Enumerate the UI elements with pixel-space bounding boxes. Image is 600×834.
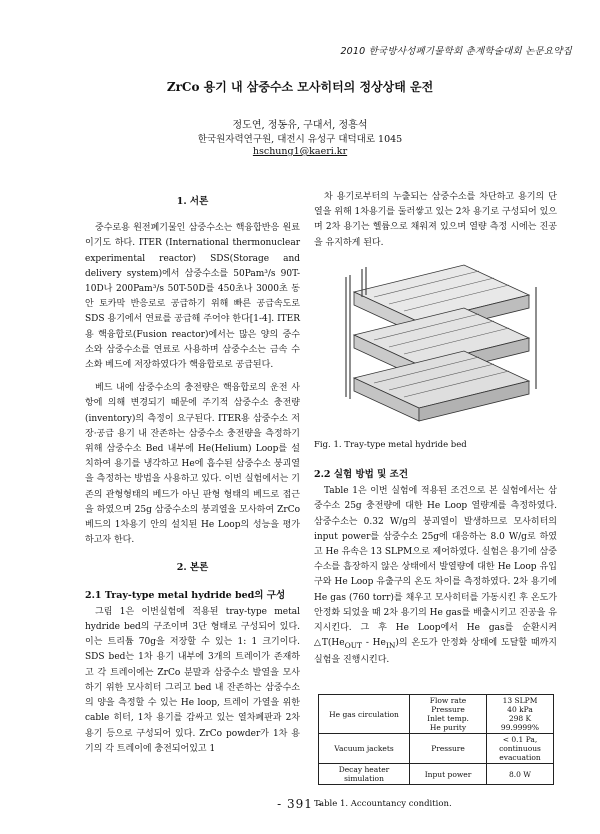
page-number: - 391 - — [277, 797, 323, 811]
table-row — [319, 695, 554, 734]
affiliation: 한국원자력연구원, 대전시 유성구 대덕대로 1045 — [197, 134, 403, 145]
table-cell: Decay heater simulation — [319, 764, 410, 785]
tray-bottom — [354, 351, 529, 421]
right-column — [314, 190, 557, 813]
table-cell: 8.0 W — [487, 764, 554, 785]
body-paragraph-1: 그림 1은 이번실험에 적용된 tray-type metal hydride bed의 구조이며 3단 형태로 구성되어 있다. 이는 트리튬 70g을 저장할 수 있는 1: 1 크기이다. SDS bed는 1차 용기 내부에 3개의 트레이가 존재하고 각 트레이에는 ZrCo 분말과 삼중수소 발열을 모사하기 위한 모사히터 그리고 bed 내 잔존하는 삼중수소의 양을 측정할 수 있는 He loop, 트레이 가열을 위한 cable 히터, 1차 용기를 감싸고 있는 열차폐판과 2차 용기 등으로 구성되어 있다. ZrCo powder가 1차 용기의 각 트레이에 충전되어있고 1 — [85, 606, 300, 754]
table-row — [319, 764, 554, 785]
table-row — [319, 734, 554, 764]
subsection-heading-2-2: 2.2 실험 방법 및 조건 — [314, 469, 408, 481]
table-cell: Flow rate Pressure Inlet temp. He purity — [410, 695, 487, 734]
table-cell: Pressure — [410, 734, 487, 764]
contact-email[interactable]: hschung1@kaeri.kr — [252, 146, 348, 157]
accountancy-table — [318, 694, 554, 785]
table-cell: Input power — [410, 764, 487, 785]
figure-caption: Fig. 1. Tray-type metal hydride bed — [314, 439, 467, 450]
tray-bed-diagram — [314, 257, 557, 432]
section-heading-intro: 1. 서론 — [176, 196, 209, 207]
tray-bed-figure — [314, 257, 557, 432]
body-paragraph-cont: 차 용기로부터의 누출되는 삼중수소를 차단하고 용기의 단열을 위해 1차용기를 둘러쌓고 있는 2차 용기로 구성되어 있으며 2차 용기는 헬륨으로 채워져 있으며 열량 측정 시에는 진공을 유지하게 된다. — [314, 192, 557, 248]
table-cell: Vacuum jackets — [319, 734, 410, 764]
author-list: 정도연, 정동유, 구대서, 정흥석 — [232, 120, 368, 131]
method-paragraph: Table 1은 이번 실험에 적용된 조건으로 본 실험에서는 삼중수소 25g 충전량에 대한 He Loop 열량계를 측정하였다. 삼중수소는 0.32 W/g의 붕괴열이 발생하므로 모사히터의 input power를 삼중수소 25g에 대응하는 8.0 W/g로 하였고 He 유속은 13 SLPM으로 제어하였다. 실험은 용기에 삼중수소를 흡장하지 않은 상태에서 발열량에 대한 He Loop 유입구와 He Loop 유출구의 온도 차이를 측정하였다. 2차 용기에 He gas (760 torr)를 채우고 모사히터를 가동시킨 후 온도가 안정화 되었을 때 2차 용기의 He gas를 배출시키고 진공을 유지시킨다. 그 후 He Loop에서 He gas를 순환시켜 $\triangle T(He_{OUT} - He_{IN})$의 온도가 안정화 상태에 도달할 때까지 실험을 진행시킨다. — [314, 486, 557, 666]
intro-paragraph-1: 중수로용 원전폐기물인 삼중수소는 핵융합반응 원료이기도 하다. ITER (International thermonuclear experimental reactor) SDS(Storage and delivery system)에서 삼중수소를 50Pam³/s 90T-10D나 200Pam³/s 50T-50D를 450초나 3000초 동안 토카막 반응로로 공급하기 위해 빠른 공급속도로 SDS 용기에서 연료를 공급해 주어야 한다[1-4]. ITER용 핵융합로(Fusion reactor)에서는 많은 양의 중수소와 삼중수소를 연료로 사용하며 삼중수소는 금속 수소화 베드에 저장하였다가 핵융합로로 공급된다. — [85, 223, 300, 371]
table-caption: Table 1. Accountancy condition. — [314, 799, 452, 810]
table-cell: He gas circulation — [319, 695, 410, 734]
paper-title: ZrCo 용기 내 삼중수소 모사히터의 정상상태 운전 — [166, 80, 434, 94]
conference-header: 2010 한국방사성폐기물학회 춘계학술대회 논문요약집 — [340, 46, 572, 57]
section-heading-body: 2. 본론 — [176, 562, 209, 574]
intro-paragraph-2: 베드 내에 삼중수소의 충전량은 핵융합로의 운전 사항에 의해 변경되기 때문에 주기적 삼중수소 충전량(inventory)의 측정이 요구된다. ITER용 삼중수소 저장·공급 용기 내 잔존하는 삼중수소 충전량을 측정하기 위해 삼중수소 Bed 내부에 He(Helium) Loop를 설치하여 용기를 냉각하고 He에 흡수된 삼중수소 붕괴열을 측정하는 방법을 사용하고 있다. 이번 실험에서는 기존의 관형형태의 베드가 아닌 판형 형태의 베드로 접근을 하였으며 25g 삼중수소의 붕괴열을 모사하여 ZrCo 베드의 1차용기 안의 설치된 He Loop의 성능을 평가하고자 한다. — [85, 383, 300, 546]
left-column — [85, 190, 300, 757]
table-cell: < 0.1 Pa, continuous evacuation — [487, 734, 554, 764]
subsection-heading-2-1: 2.1 Tray-type metal hydride bed의 구성 — [85, 589, 286, 601]
table-cell: 13 SLPM 40 kPa 298 K 99.9999% — [487, 695, 554, 734]
